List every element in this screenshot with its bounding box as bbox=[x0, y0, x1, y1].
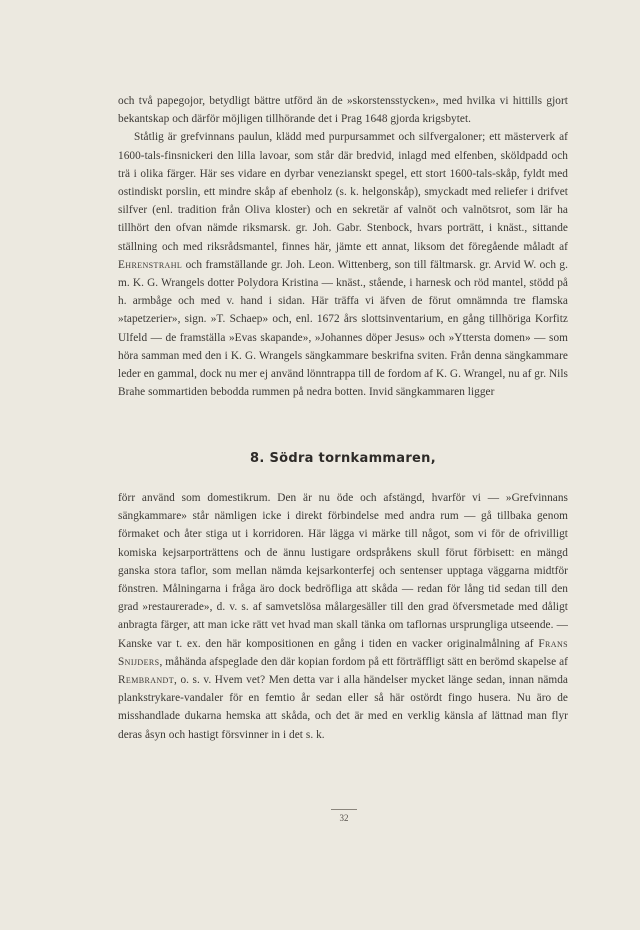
paragraph-2 bbox=[118, 128, 568, 401]
paragraph-3-part-b: , måhända afspeglade den där kopian fordom på ett förträffligt sätt en berömd skapelse af bbox=[159, 655, 568, 668]
paragraph-3-part-c: , o. s. v. Hvem vet? Men detta var i alla händelser mycket länge sedan, innan nämda plankstrykare-vandaler för en femtio år sedan eller så här ostördt fingo husera. Nu äro de misshandlade dukarna hemska att skåda, och det är med en verklig känsla af lättnad man flyr deras åsyn och hastigt försvinner in i det s. k. bbox=[118, 674, 568, 741]
footer-rule bbox=[331, 809, 357, 810]
paragraph-1: och två papegojor, betydligt bättre utförd än de »skorstensstycken», med hvilka vi hittills gjort bekantskap och därför möjligen tillhörande det i Prag 1648 gjorda krigsbytet. bbox=[118, 95, 568, 126]
paragraph-3 bbox=[118, 489, 568, 744]
section-heading: 8. Södra tornkammaren, bbox=[250, 451, 436, 466]
paragraph-2-part-b: och framställande gr. Joh. Leon. Wittenberg, son till fältmarsk. gr. Arvid W. och g. m. K. G. Wrangels dotter Polydora Kristina — knäst., stående, i harnesk och röd mantel, stödd på h. armbåge och med v. hand i sidan. Här träffa vi äfven de förut omnämnda tre flamska »tapetzerier», sign. »T. Schaep» och, enl. 1672 års slottsinventarium, en gång tillhöriga Korfitz Ulfeld — de framställa »Evas skapande», »Johannes döper Jesus» och »Yttersta domen» — som höra samman med den i K. G. Wrangels sängkammare beskrifna sviten. Från denna sängkammare leder en gammal, dock nu mer ej använd lönntrappa till de fordom af K. G. Wrangel, nu af gr. Nils Brahe sommartiden bebodda rummen på nedra botten. Invid sängkammaren ligger bbox=[118, 258, 569, 399]
bottom-text-block bbox=[118, 489, 568, 744]
paragraph-3-part-a: förr använd som domestikrum. Den är nu öde och afstängd, hvarför vi — »Grefvinnans sängkammare» står nämligen icke i direkt förbindelse med andra rum — gå tillbaka genom förmaket och åter stiga ut i korridoren. Här lägga vi märke till något, som vi för de ofrivilligt komiska kejsarporträttens och de ännu lustigare ordspråkens skull förut förbisett: en mängd ganska stora taflor, som mellan nämda kejsarkonterfej och sentenser upptaga väggarna midtför fönstren. Målningarna i fråga äro dock bedröfliga att skåda — redan för lång tid sedan till den grad »restaurerade», d. v. s. af samvetslösa målargesäller till den grad öfversmetade med dåligt anbragta färger, att man icke rätt vet hvad man skall tänka om taflornas ursprungliga utseende. — Kanske var t. ex. den här kompositionen en gång i tiden en vacker originalmålning af bbox=[118, 492, 568, 650]
artist-name-snijders: Frans Snijders bbox=[118, 637, 568, 668]
top-text-block bbox=[118, 92, 568, 401]
page-number: 32 bbox=[339, 813, 349, 823]
paragraph-2-part-a: Ståtlig är grefvinnans paulun, klädd med purpursammet och silfvergaloner; ett mästerverk af 1600-tals-finsnickeri den lilla lavoar, som står där bredvid, inlagd med elfenben, sköldpadd och trä i olika färger. Här ses vidare en dyrbar venezianskt spegel, ett stort 1600-tals-skåp, fyldt med ostindiskt porslin, ett mindre skåp af ebenholz (s. k. helgonskåp), smyckadt med reliefer i drifvet silfver (enl. tradition från Oliva kloster) och en sekretär af valnöt och valnötsrot, som lär ha tillhört den ofvan nämde riksmarsk. gr. Joh. Gabr. Stenbock, hvars porträtt, i knäst., sittande ställning och med riksrådsmantel, finnes här, jämte ett annat, liksom det föregående måladt af bbox=[118, 131, 568, 253]
artist-name-ehrenstrahl: Ehrenstrahl bbox=[118, 258, 183, 271]
artist-name-rembrandt: Rembrandt bbox=[118, 674, 175, 687]
